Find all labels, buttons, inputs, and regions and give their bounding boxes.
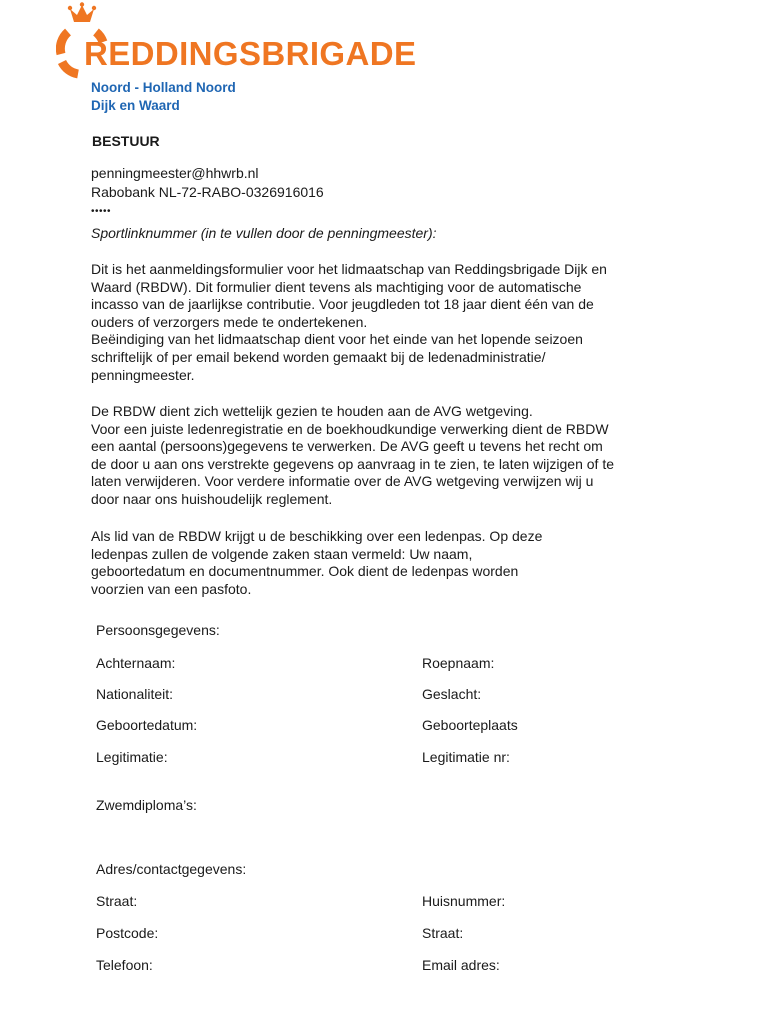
board-bank: Rabobank NL-72-RABO-0326916016 — [91, 184, 324, 200]
board-email: penningmeester@hhwrb.nl — [91, 165, 259, 181]
brand-region: Noord - Holland Noord — [91, 80, 236, 95]
address-heading: Adres/contactgegevens: — [96, 861, 247, 877]
brand-local: Dijk en Waard — [91, 98, 180, 113]
straat-2-label: Straat: — [422, 925, 464, 941]
avg-line: De RBDW dient zich wettelijk gezien te houden aan de AVG wetgeving. — [91, 403, 533, 419]
pass-line: ledenpas zullen de volgende zaken staan vermeld: Uw naam, — [91, 545, 473, 562]
nationaliteit-label: Nationaliteit: — [96, 686, 174, 702]
postcode-label: Postcode: — [96, 925, 159, 941]
pass-line: Als lid van de RBDW krijgt u de beschikking over een ledenpas. Op deze — [91, 528, 543, 544]
intro-line: penningmeester. — [91, 366, 195, 383]
avg-line: de door u aan ons verstrekte gegevens op aanvraag in te zien, te laten wijzigen of te — [91, 455, 615, 472]
sportlink-label: Sportlinknummer (in te vullen door de penningmeester): — [91, 225, 437, 241]
geboortedatum-label: Geboortedatum: — [96, 717, 198, 733]
avg-line: een aantal (persoons)gegevens te verwerken. De AVG geeft u tevens het recht om — [91, 438, 603, 455]
intro-line: incasso van de jaarlijkse contributie. Voor jeugdleden tot 18 jaar dient één van de — [91, 296, 594, 313]
intro-line: ouders of verzorgers mede te ondertekenen. — [91, 313, 368, 330]
personal-heading: Persoonsgegevens: — [96, 622, 220, 638]
email-label: Email adres: — [422, 957, 500, 973]
legitimatie-label: Legitimatie: — [96, 749, 168, 765]
zwemdiplomas-label: Zwemdiploma’s: — [96, 797, 197, 813]
pass-line: voorzien van een pasfoto. — [91, 580, 252, 597]
intro-paragraph — [91, 261, 691, 384]
telefoon-label: Telefoon: — [96, 957, 153, 973]
roepnaam-label: Roepnaam: — [422, 655, 495, 671]
avg-line: Voor een juiste ledenregistratie en de boekhoudkundige verwerking dient de RBDW — [91, 420, 609, 437]
geboorteplaats-label: Geboorteplaats — [422, 717, 518, 733]
huisnummer-label: Huisnummer: — [422, 893, 506, 909]
avg-paragraph — [91, 403, 691, 509]
board-dots: ••••• — [91, 206, 112, 217]
pass-paragraph — [91, 528, 691, 598]
avg-line: laten verwijderen. Voor verdere informatie over de AVG wetgeving verwijzen wij u — [91, 473, 594, 490]
avg-line: door naar ons huishoudelijk reglement. — [91, 490, 333, 507]
achternaam-label: Achternaam: — [96, 655, 176, 671]
intro-line: Beëindiging van het lidmaatschap dient voor het einde van het lopende seizoen — [91, 331, 583, 348]
logo — [56, 2, 446, 84]
intro-line: schriftelijk of per email bekend worden gemaakt bij de ledenadministratie/ — [91, 348, 546, 365]
intro-line: Waard (RBDW). Dit formulier dient tevens als machtiging voor de automatische — [91, 278, 582, 295]
geslacht-label: Geslacht: — [422, 686, 482, 702]
brand-wordmark: REDDINGSBRIGADE — [84, 35, 417, 72]
pass-line: geboortedatum en documentnummer. Ook dient de ledenpas worden — [91, 563, 519, 580]
legitimatie-nr-label: Legitimatie nr: — [422, 749, 510, 765]
intro-line: Dit is het aanmeldingsformulier voor het lidmaatschap van Reddingsbrigade Dijk en — [91, 261, 607, 277]
board-heading: BESTUUR — [92, 133, 160, 149]
straat-label: Straat: — [96, 893, 138, 909]
